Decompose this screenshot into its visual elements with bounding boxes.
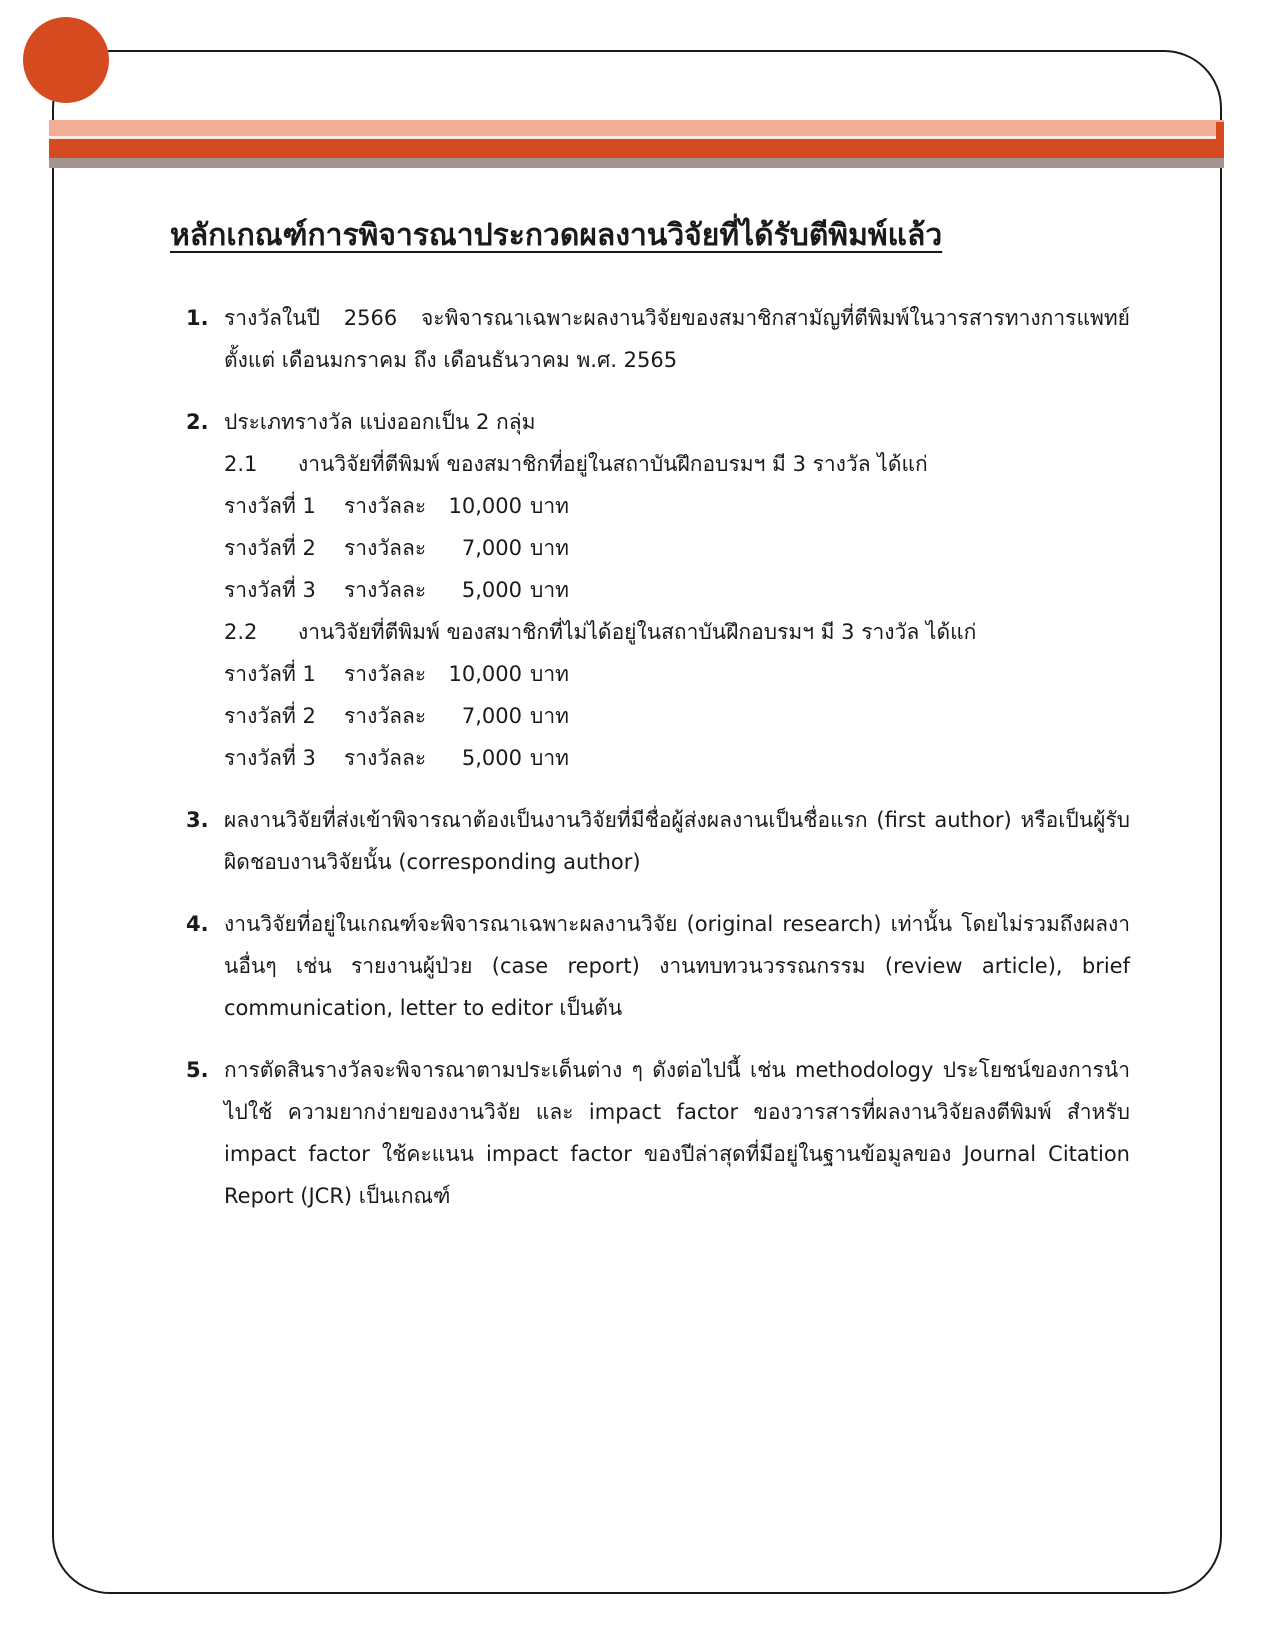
item-number: 3. bbox=[186, 808, 209, 832]
item-number: 4. bbox=[186, 912, 209, 936]
prize-label: รางวัลที่ 2 bbox=[224, 704, 316, 728]
prize-amount: 10,000 bbox=[448, 494, 522, 518]
item-text: รางวัลในปี 2566 จะพิจารณาเฉพาะผลงานวิจัยของสมาชิกสามัญที่ตีพิมพ์ในวารสารทางการแพทย์ ตั้งแต่ เดือนมกราคม ถึง เดือนธันวาคม พ.ศ. 2565 bbox=[224, 306, 1130, 372]
prize-amount: 5,000 bbox=[461, 578, 522, 602]
prize-label: รางวัลที่ 1 bbox=[224, 494, 316, 518]
header-band-light bbox=[49, 120, 1224, 136]
item-text: การตัดสินรางวัลจะพิจารณาตามประเด็นต่าง ๆ ดังต่อไปนี้ เช่น methodology ประโยชน์ของการนำไปใช้ ความยากง่ายของงานวิจัย และ impact factor ของวารสารที่ผลงานวิจัยลงตีพิมพ์ สำหรับ impact factor ใช้คะแนน impact factor ของปีล่าสุดที่มีอยู่ในฐานข้อมูลของ Journal Citation Report (JCR) เป็นเกณฑ์ bbox=[224, 1058, 1130, 1208]
prize-each: รางวัลละ bbox=[344, 662, 427, 686]
criteria-list bbox=[186, 297, 1130, 1237]
prize-amount: 7,000 bbox=[461, 536, 522, 560]
decorative-circle bbox=[23, 17, 109, 103]
prize-row bbox=[224, 569, 1130, 611]
prize-each: รางวัลละ bbox=[344, 578, 427, 602]
group-number: 2.1 bbox=[224, 452, 258, 476]
award-group-2-2 bbox=[224, 611, 1130, 779]
prize-unit: บาท bbox=[530, 662, 569, 686]
prize-each: รางวัลละ bbox=[344, 746, 427, 770]
criteria-item-5 bbox=[186, 1049, 1130, 1217]
prize-unit: บาท bbox=[530, 494, 569, 518]
prize-row bbox=[224, 653, 1130, 695]
prize-label: รางวัลที่ 3 bbox=[224, 746, 316, 770]
prize-amount: 5,000 bbox=[461, 746, 522, 770]
prize-amount: 10,000 bbox=[448, 662, 522, 686]
group-text: งานวิจัยที่ตีพิมพ์ ของสมาชิกที่ไม่ได้อยู่ในสถาบันฝึกอบรมฯ มี 3 รางวัล ได้แก่ bbox=[298, 620, 977, 644]
group-heading bbox=[224, 611, 1130, 653]
header-band-shadow bbox=[49, 158, 1224, 168]
prize-row bbox=[224, 737, 1130, 779]
prize-label: รางวัลที่ 2 bbox=[224, 536, 316, 560]
prize-row bbox=[224, 527, 1130, 569]
prize-row bbox=[224, 485, 1130, 527]
document-title: หลักเกณฑ์การพิจารณาประกวดผลงานวิจัยที่ได้รับตีพิมพ์แล้ว bbox=[170, 218, 943, 253]
item-number: 2. bbox=[186, 410, 209, 434]
prize-label: รางวัลที่ 3 bbox=[224, 578, 316, 602]
group-text: งานวิจัยที่ตีพิมพ์ ของสมาชิกที่อยู่ในสถาบันฝึกอบรมฯ มี 3 รางวัล ได้แก่ bbox=[298, 452, 928, 476]
prize-unit: บาท bbox=[530, 746, 569, 770]
group-number: 2.2 bbox=[224, 620, 258, 644]
prize-unit: บาท bbox=[530, 536, 569, 560]
award-group-2-1 bbox=[224, 443, 1130, 611]
prize-each: รางวัลละ bbox=[344, 536, 427, 560]
item-text: ผลงานวิจัยที่ส่งเข้าพิจารณาต้องเป็นงานวิจัยที่มีชื่อผู้ส่งผลงานเป็นชื่อแรก (first author) หรือเป็นผู้รับผิดชอบงานวิจัยนั้น (corresponding author) bbox=[224, 808, 1130, 874]
header-band-tip bbox=[1216, 122, 1224, 144]
criteria-item-2 bbox=[186, 401, 1130, 779]
prize-amount: 7,000 bbox=[461, 704, 522, 728]
criteria-item-1 bbox=[186, 297, 1130, 381]
item-text: งานวิจัยที่อยู่ในเกณฑ์จะพิจารณาเฉพาะผลงานวิจัย (original research) เท่านั้น โดยไม่รวมถึงผลงานอื่นๆ เช่น รายงานผู้ป่วย (case report) งานทบทวนวรรณกรรม (review article), brief communication, letter to editor เป็นต้น bbox=[224, 912, 1130, 1020]
criteria-item-4 bbox=[186, 903, 1130, 1029]
prize-unit: บาท bbox=[530, 704, 569, 728]
prize-unit: บาท bbox=[530, 578, 569, 602]
item-text: ประเภทรางวัล แบ่งออกเป็น 2 กลุ่ม bbox=[224, 410, 536, 434]
group-heading bbox=[224, 443, 1130, 485]
item-number: 1. bbox=[186, 306, 209, 330]
item-number: 5. bbox=[186, 1058, 209, 1082]
prize-label: รางวัลที่ 1 bbox=[224, 662, 316, 686]
prize-each: รางวัลละ bbox=[344, 704, 427, 728]
header-band-dark bbox=[49, 139, 1224, 158]
prize-each: รางวัลละ bbox=[344, 494, 427, 518]
criteria-item-3 bbox=[186, 799, 1130, 883]
prize-row bbox=[224, 695, 1130, 737]
